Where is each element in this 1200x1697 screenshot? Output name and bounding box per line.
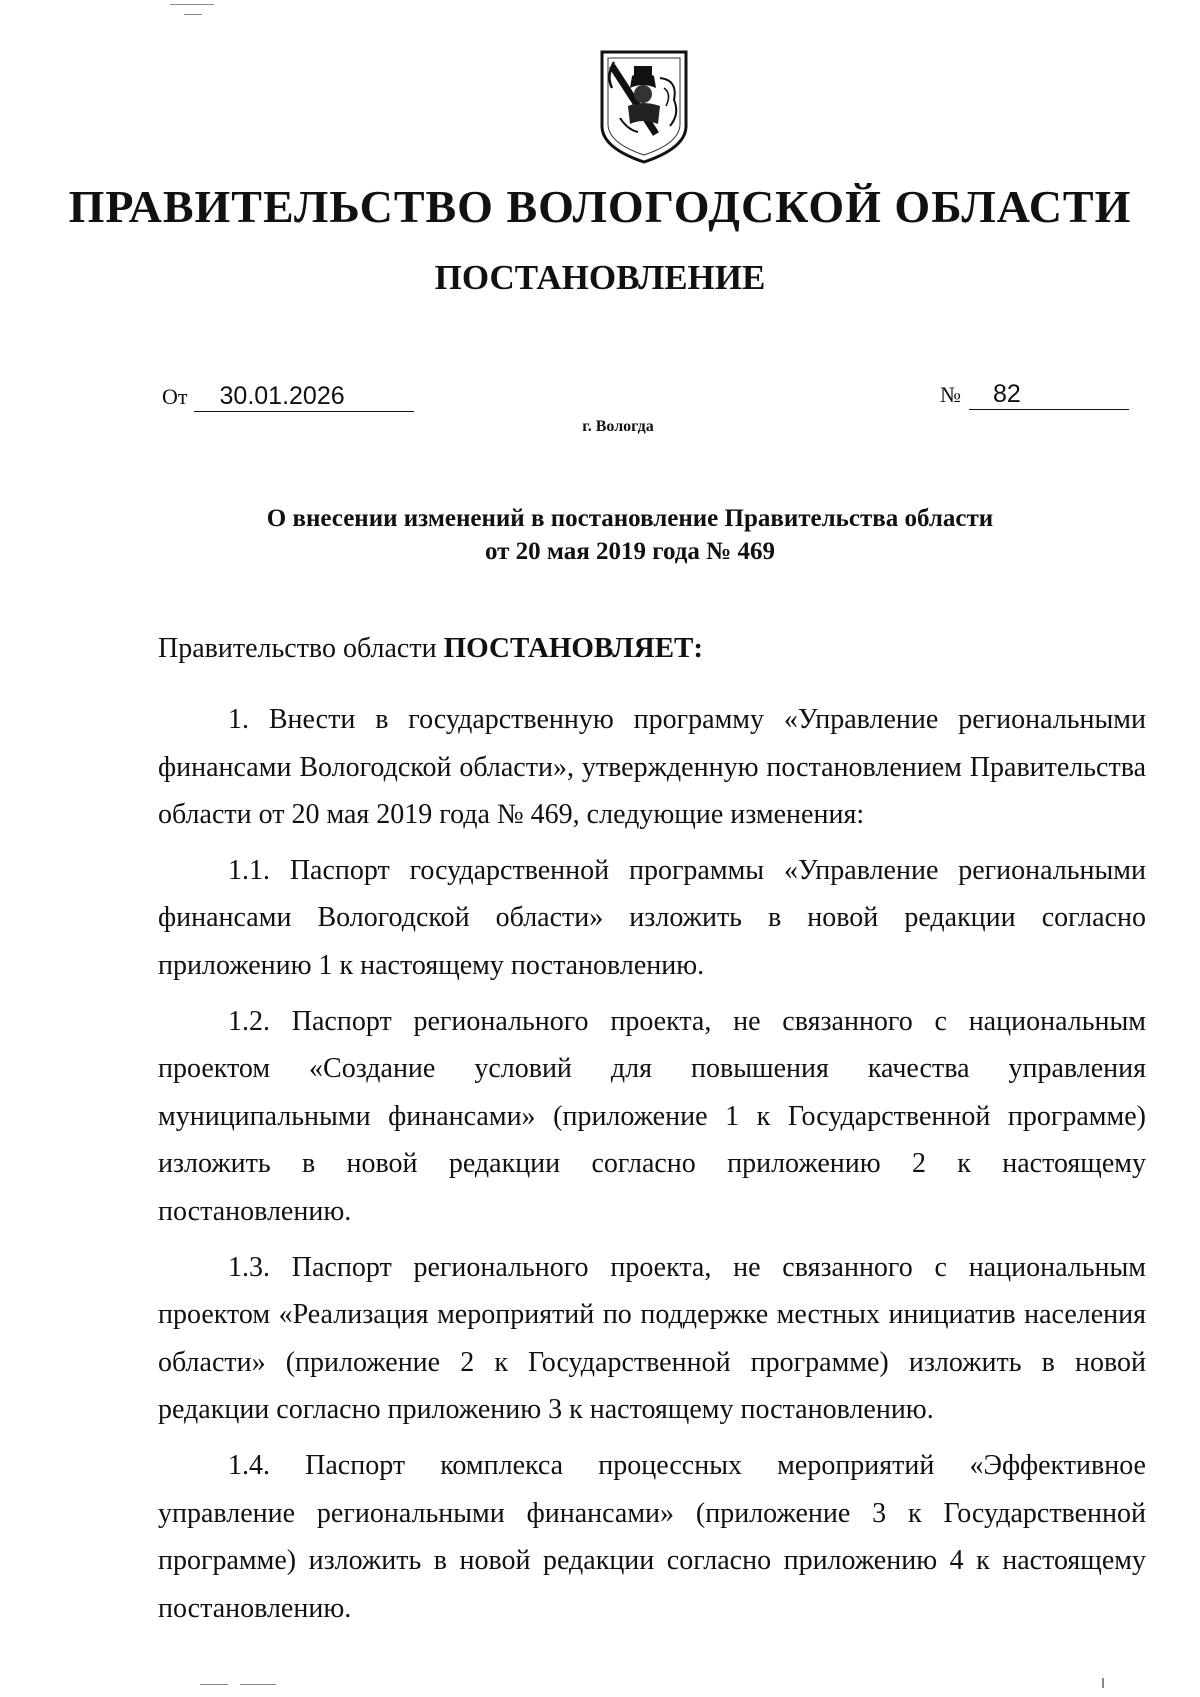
date-prefix: От xyxy=(162,384,188,409)
paragraph: 1.4. Паспорт комплекса процессных мероприятий «Эффективное управление региональными финансами» (приложение 3 к Государственной программе) изложить в новой редакции согласно приложению 4 к настоящему постановлению. xyxy=(158,1449,1146,1624)
organization-title: ПРАВИТЕЛЬСТВО ВОЛОГОДСКОЙ ОБЛАСТИ xyxy=(68,181,1132,232)
subject-line-1: О внесении изменений в постановление Правительства области xyxy=(266,505,994,532)
scan-artifact xyxy=(1102,1678,1104,1688)
document-body xyxy=(158,696,1146,1640)
document-type: ПОСТАНОВЛЕНИЕ xyxy=(434,258,766,297)
subject-line-2: от 20 мая 2019 года № 469 xyxy=(484,538,776,565)
scan-artifact xyxy=(200,1684,228,1685)
paragraph: 1.3. Паспорт регионального проекта, не связанного с национальным проектом «Реализация мероприятий по поддержке местных инициатив населения области» (приложение 2 к Государственной программе) изложить в новой редакции согласно приложению 3 к настоящему постановлению. xyxy=(158,1251,1146,1426)
number-prefix: № xyxy=(940,382,961,407)
preamble xyxy=(158,632,703,665)
date-value: 30.01.2026 xyxy=(194,382,414,412)
paragraph: 1.1. Паспорт государственной программы «Управление региональными финансами Вологодской области» изложить в новой редакции согласно приложению 1 к настоящему постановлению. xyxy=(158,854,1146,981)
preamble-emphasis: ПОСТАНОВЛЯЕТ: xyxy=(443,632,704,664)
date-field xyxy=(162,382,414,412)
scan-artifact xyxy=(184,14,202,15)
paragraph: 1. Внести в государственную программу «Управление региональными финансами Вологодской области», утвержденную постановлением Правительства области от 20 мая 2019 года № 469, следующие изменения: xyxy=(158,704,1146,831)
scan-artifact xyxy=(170,4,214,5)
scan-artifact xyxy=(240,1684,276,1685)
city-label: г. Вологда xyxy=(582,418,654,435)
coat-of-arms-icon xyxy=(598,48,690,166)
preamble-text: Правительство области xyxy=(158,633,444,664)
paragraph: 1.2. Паспорт регионального проекта, не связанного с национальным проектом «Создание условий для повышения качества управления муниципальными финансами» (приложение 1 к Государственной программе) изложить в новой редакции согласно приложению 2 к настоящему постановлению. xyxy=(158,1005,1146,1227)
document-subject xyxy=(160,502,1100,568)
number-field xyxy=(940,380,1129,410)
number-value: 82 xyxy=(969,380,1129,410)
